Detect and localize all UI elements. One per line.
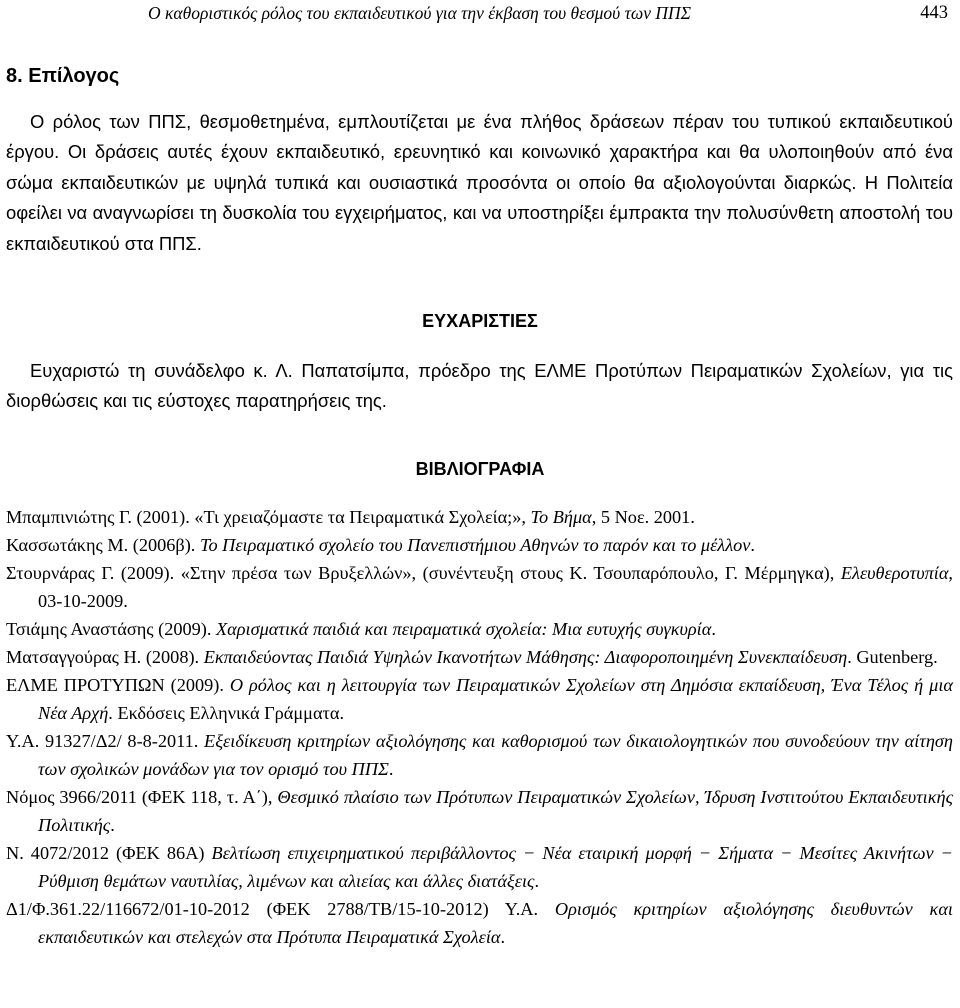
reference-text: . [388, 759, 394, 779]
reference-text: Υ.Α. 91327/Δ2/ 8-8-2011. [6, 731, 205, 751]
reference-text: . [750, 535, 755, 555]
reference-item [6, 615, 953, 643]
page-number: 443 [920, 3, 948, 23]
reference-list [6, 503, 953, 951]
reference-text: Τσιάμης Αναστάσης (2009). [6, 619, 216, 639]
reference-text: Ν. 4072/2012 (ΦΕΚ 86Α) [6, 843, 212, 863]
reference-text: . [110, 815, 115, 835]
reference-text: , 5 Νοε. 2001. [591, 507, 695, 527]
reference-title: Ελευθεροτυπία [840, 563, 949, 583]
reference-item [6, 671, 953, 727]
reference-text: ΕΛΜΕ ΠΡΟΤΥΠΩΝ (2009). [6, 675, 230, 695]
reference-text: . [534, 871, 540, 891]
reference-text: , 03-10-2009. [38, 563, 953, 611]
bibliography-heading: ΒΙΒΛΙΟΓΡΑΦΙΑ [415, 459, 545, 479]
reference-title: Θεσμικό πλαίσιο των Πρότυπων Πειραματικών Σχολείων, Ίδρυση Ινστιτούτου Εκπαιδευτικής Πολιτικής [38, 787, 953, 835]
reference-text: . Gutenberg. [847, 647, 938, 667]
reference-item [6, 559, 953, 615]
reference-item [6, 783, 953, 839]
reference-text: Μπαμπινιώτης Γ. (2001). «Τι χρειαζόμαστε τα Πειραματικά Σχολεία;», [6, 507, 531, 527]
reference-item [6, 643, 953, 671]
reference-text: Κασσωτάκης Μ. (2006β). [6, 535, 200, 555]
acknowledgements-paragraph [6, 356, 953, 417]
reference-title: Ο ρόλος και η λειτουργία των Πειραματικών Σχολείων στη Δημόσια εκπαίδευση, Ένα Τέλος ή μια Νέα Αρχή [38, 675, 953, 723]
reference-title: Εκπαιδεύοντας Παιδιά Υψηλών Ικανοτήτων Μάθησης: Διαφοροποιημένη Συνεκπαίδευση [203, 647, 848, 667]
reference-text: Νόμος 3966/2011 (ΦΕΚ 118, τ. Α΄), [6, 787, 278, 807]
reference-item [6, 531, 953, 559]
reference-text: Δ1/Φ.361.22/116672/01-10-2012 (ΦΕΚ 2788/ΤΒ/15-10-2012) Υ.Α. [6, 899, 555, 919]
reference-item [6, 839, 953, 895]
section-heading: 8. Επίλογος [6, 65, 120, 87]
reference-item [6, 727, 953, 783]
epilogue-text: Ο ρόλος των ΠΠΣ, θεσμοθετημένα, εμπλουτίζεται με ένα πλήθος δράσεων πέραν του τυπικού εκπαιδευτικού έργου. Οι δράσεις αυτές έχουν εκπαιδευτικό, ερευνητικό και κοινωνικό χαρακτήρα και θα υλοποιηθούν από ένα σώμα εκπαιδευτικών με υψηλά τυπικά και ουσιαστικά προσόντα οι οποίο θα αξιολογούνται διαρκώς. Η Πολιτεία οφείλει να αναγνωρίσει τη δυσκολία του εγχειρήματος, και να υποστηρίξει έμπρακτα την πολυσύνθετη αποστολή του εκπαιδευτικού στα ΠΠΣ. [6, 111, 953, 254]
reference-title: Ορισμός κριτηρίων αξιολόγησης διευθυντών και εκπαιδευτικών και στελεχών στα Πρότυπα Πειραματικά Σχολεία [38, 899, 953, 947]
reference-title: Το Πειραματικό σχολείο του Πανεπιστήμιου Αθηνών το παρόν και το μέλλον [199, 535, 751, 555]
reference-title: Βελτίωση επιχειρηματικού περιβάλλοντος − Νέα εταιρική μορφή − Σήματα − Μεσίτες Ακινήτων − Ρύθμιση θεμάτων ναυτιλίας, λιμένων και αλιείας και άλλες διατάξεις [38, 843, 954, 891]
reference-text: Στουρνάρας Γ. (2009). «Στην πρέσα των Βρυξελλών», (συνέντευξη στους Κ. Τσουπαρόπουλο, Γ. Μέρμηγκα), [6, 563, 841, 583]
reference-item [6, 895, 953, 951]
reference-text: . Εκδόσεις Ελληνικά Γράμματα. [108, 703, 345, 723]
acknowledgements-text: Ευχαριστώ τη συνάδελφο κ. Λ. Παπατσίμπα, πρόεδρο της ΕΛΜΕ Προτύπων Πειραματικών Σχολείων, για τις διορθώσεις και τις εύστοχες παρατηρήσεις της. [6, 360, 953, 412]
running-header [148, 0, 948, 26]
reference-title: Εξειδίκευση κριτηρίων αξιολόγησης και καθορισμού των δικαιολογητικών που συνοδεύουν την αίτηση των σχολικών μονάδων για τον ορισμό του ΠΠΣ [38, 731, 953, 779]
reference-title: Το Βήμα [530, 507, 592, 527]
acknowledgements-heading: ΕΥΧΑΡΙΣΤΙΕΣ [422, 311, 538, 331]
reference-title: Χαρισματικά παιδιά και πειραματικά σχολεία: Μια ευτυχής συγκυρία [216, 619, 712, 639]
epilogue-paragraph [6, 107, 953, 259]
reference-text: . [500, 927, 506, 947]
reference-text: Ματσαγγούρας Η. (2008). [6, 647, 204, 667]
reference-text: . [711, 619, 716, 639]
running-title: Ο καθοριστικός ρόλος του εκπαιδευτικού για την έκβαση του θεσμού των ΠΠΣ [148, 3, 692, 23]
reference-item [6, 503, 953, 531]
